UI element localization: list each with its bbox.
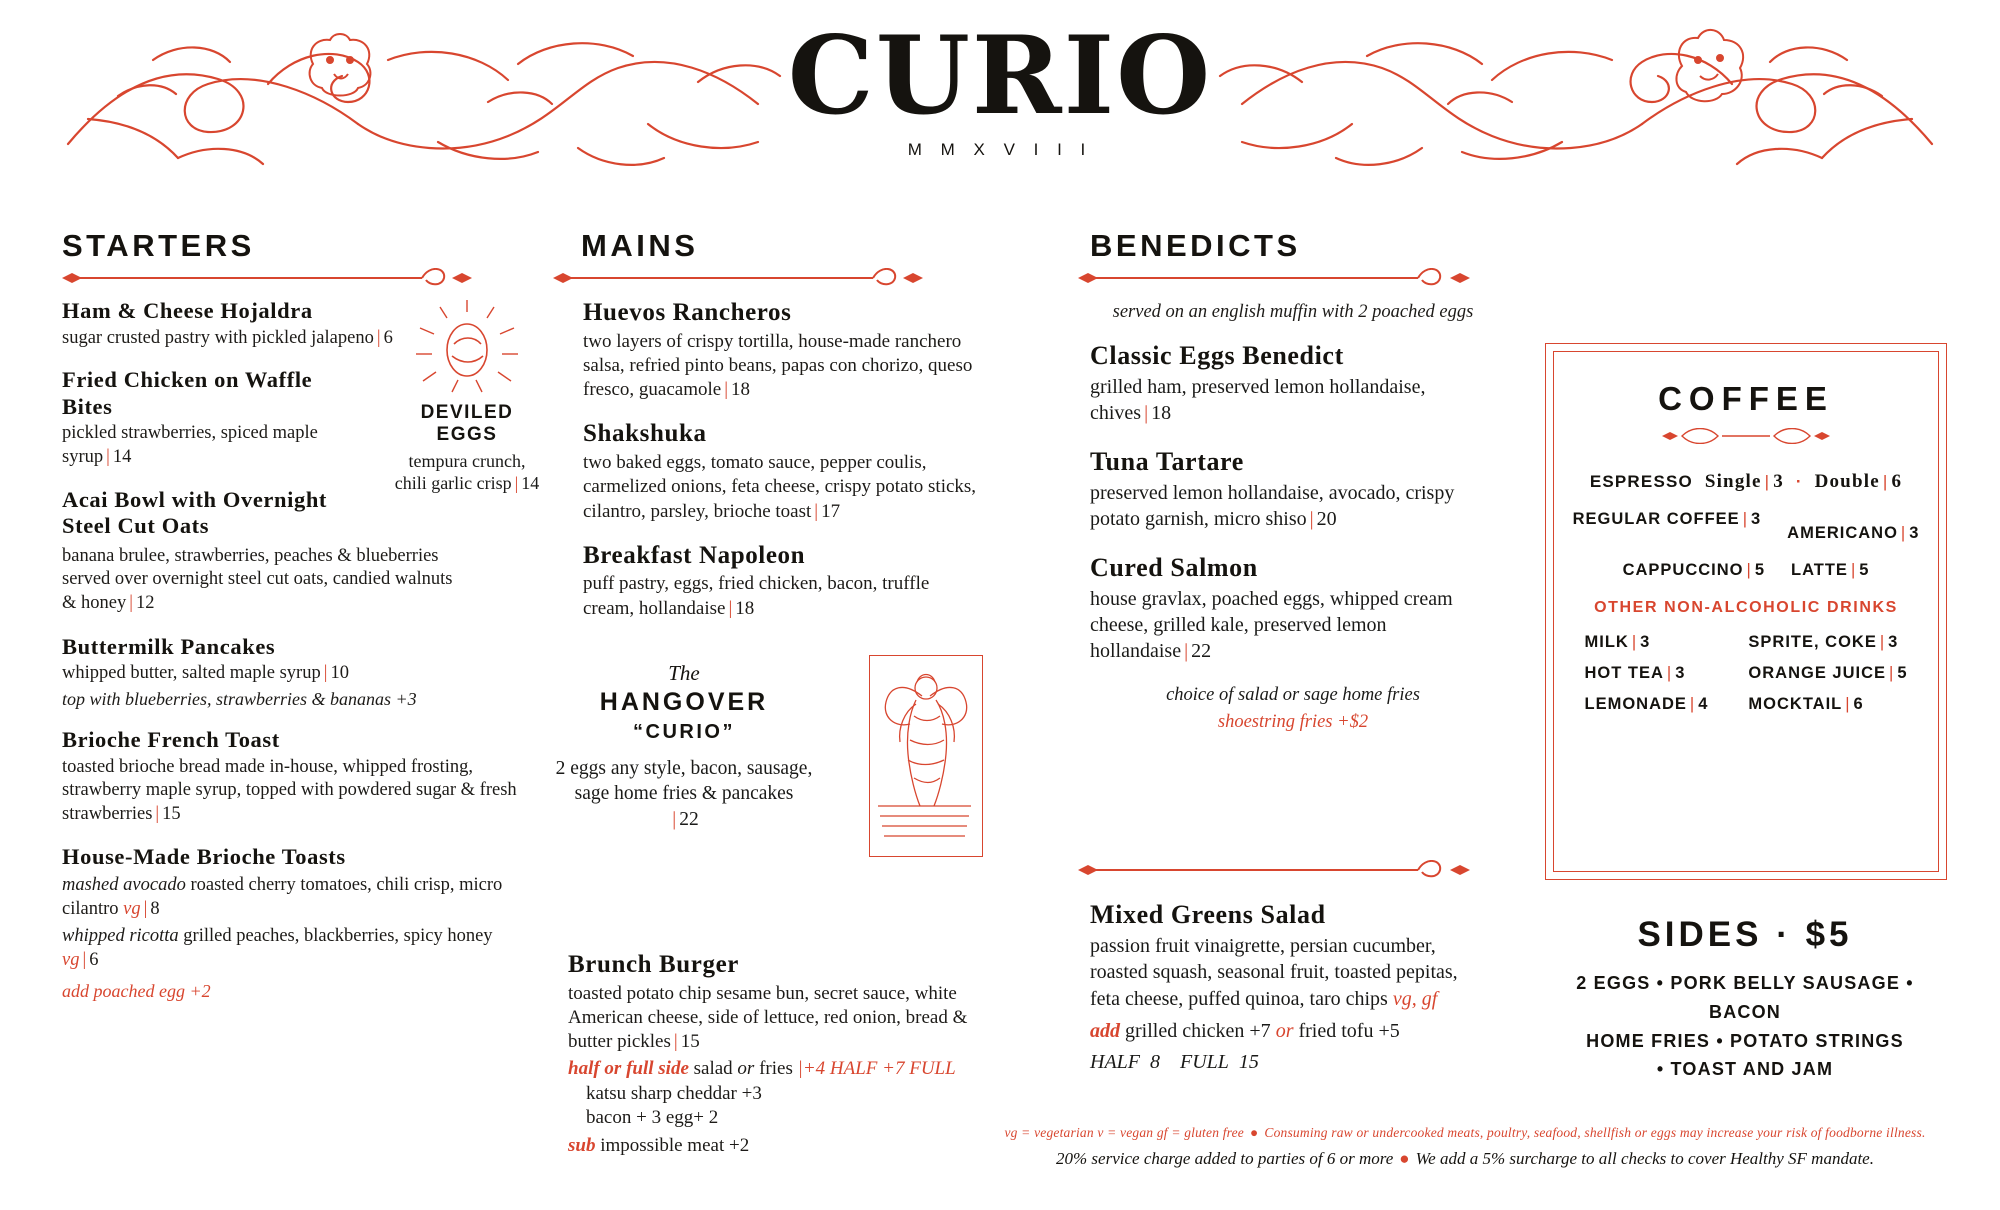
coffee-divider <box>1546 428 1946 449</box>
menu-footer <box>980 1125 1950 1169</box>
item-name: Brioche French Toast <box>62 726 280 752</box>
coffee-item: REGULAR COFFEE | 3 <box>1572 510 1762 528</box>
item-name: Acai Bowl with Overnight Steel Cut Oats <box>62 486 328 539</box>
sides-list <box>1545 969 1945 1084</box>
coffee-grid-row-1 <box>1546 509 1946 544</box>
section-benedicts <box>1078 228 1508 733</box>
item-desc: grilled ham, preserved lemon hollandaise, chives | 18 <box>1090 376 1426 425</box>
sides-line: • TOAST AND JAM <box>1656 1059 1834 1080</box>
item-desc: toasted brioche bread made in-house, whipped frosting, strawberry maple syrup, topped with powdered sugar & fresh strawberries | 15 <box>62 756 517 824</box>
hangover-feature <box>553 655 983 860</box>
burger-side-line: half or full side salad or fries |+4 HALF +7 FULL <box>568 1058 956 1080</box>
menu-item <box>62 487 362 540</box>
menu-item <box>1090 447 1508 533</box>
section-starters <box>62 228 540 1019</box>
item-addon: add poached egg +2 <box>62 980 211 1001</box>
item-name: Classic Eggs Benedict <box>1090 341 1344 370</box>
mains-heading: MAINS <box>581 228 699 263</box>
na-item: ORANGE JUICE | 5 <box>1748 664 1908 683</box>
logo-established: M M X V I I I <box>907 140 1093 159</box>
item-desc: two baked eggs, tomato sauce, pepper coulis, carmelized onions, feta cheese, crispy potato sticks, cilantro, parsley, brioche toast | 17 <box>583 451 977 522</box>
item-desc: puff pastry, eggs, fried chicken, bacon, truffle cream, hollandaise | 18 <box>583 573 930 619</box>
menu-item <box>62 727 517 827</box>
menu-item <box>1090 341 1508 427</box>
starters-heading: STARTERS <box>62 228 255 263</box>
burger-extra: bacon + 3 egg+ 2 <box>586 1107 719 1129</box>
na-item: MOCKTAIL | 6 <box>1748 695 1864 714</box>
burger-sub: sub impossible meat +2 <box>568 1135 750 1157</box>
hangover-quote: “CURIO” <box>633 721 735 743</box>
hangover-text <box>553 661 815 832</box>
item-desc: pickled strawberries, spiced maple syrup | 14 <box>62 423 318 467</box>
menu-item <box>583 419 983 523</box>
menu-item-mixed-greens-salad <box>1090 900 1490 1075</box>
sides-line: 2 EGGS • PORK BELLY SAUSAGE • BACON <box>1576 973 1914 1022</box>
item-desc: sugar crusted pastry with pickled jalapeno | 6 <box>62 327 393 348</box>
benedicts-note: served on an english muffin with 2 poached eggs <box>1112 302 1474 322</box>
sides-line: HOME FRIES • POTATO STRINGS <box>1586 1030 1904 1051</box>
item-desc: whipped butter, salted maple syrup | 10 <box>62 663 349 684</box>
toast-lead: whipped ricotta <box>62 926 179 947</box>
section-mains <box>553 228 983 638</box>
menu-item <box>62 367 332 469</box>
item-name: Buttermilk Pancakes <box>62 633 276 659</box>
na-col-right <box>1748 633 1907 726</box>
item-desc: two layers of crispy tortilla, house-made ranchero salsa, refried pinto beans, papas con chorizo, queso fresco, guacamole | 18 <box>583 330 973 401</box>
non-alcoholic-grid <box>1546 633 1946 726</box>
menu-item <box>583 541 983 621</box>
hangover-desc: 2 eggs any style, bacon, sausage, sage home fries & pancakes | 22 <box>555 758 813 830</box>
item-name: Brunch Burger <box>568 951 739 978</box>
angel-illustration <box>869 655 983 857</box>
item-name: Shakshuka <box>583 420 707 448</box>
menu-item-brunch-burger <box>568 950 1008 1159</box>
starters-divider <box>62 268 517 288</box>
deviled-eggs-feature <box>392 298 542 495</box>
coffee-item: LATTE | 5 <box>1791 560 1870 579</box>
benedicts-fries-upgrade: shoestring fries +$2 <box>1217 711 1369 732</box>
item-desc: toasted potato chip sesame bun, secret sauce, white American cheese, side of lettuce, red onion, bread & butter pickles | 15 <box>568 982 968 1053</box>
benedicts-heading: BENEDICTS <box>1090 228 1301 263</box>
na-item: MILK | 3 <box>1584 633 1651 652</box>
logo-wordmark: CURIO <box>787 13 1213 139</box>
na-item: HOT TEA | 3 <box>1584 664 1686 683</box>
salad-divider <box>1078 860 1498 885</box>
salad-portion-line: HALF 8 FULL 15 <box>1090 1050 1259 1073</box>
footer-charges: 20% service charge added to parties of 6 or more ● We add a 5% surcharge to all checks to cover Healthy SF mandate. <box>1056 1149 1874 1168</box>
item-name: Fried Chicken on Waffle Bites <box>62 367 313 419</box>
sides-title: SIDES · $5 <box>1637 915 1853 954</box>
item-name: Breakfast Napoleon <box>583 541 806 569</box>
item-name: Cured Salmon <box>1090 552 1258 582</box>
non-alcoholic-heading: OTHER NON-ALCOHOLIC DRINKS <box>1594 599 1898 617</box>
item-desc: banana brulee, strawberries, peaches & blueberries served over overnight steel cut oats, candied walnuts & honey | 12 <box>62 545 453 614</box>
coffee-item: CAPPUCCINO | 5 <box>1622 560 1765 579</box>
toast-lead: mashed avocado <box>62 875 186 896</box>
footer-legend: vg = vegetarian v = vegan gf = gluten free ● Consuming raw or undercooked meats, poultry, seafood, shellfish or eggs may increase your risk of foodborne illness. <box>1004 1125 1926 1140</box>
item-desc: house gravlax, poached eggs, whipped cream cheese, grilled kale, preserved lemon hollandaise | 22 <box>1090 587 1453 663</box>
deviled-desc: tempura crunch, chili garlic crisp | 14 <box>394 450 540 494</box>
item-note: top with blueberries, strawberries & bananas +3 <box>62 688 417 709</box>
coffee-item: AMERICANO | 3 <box>1787 524 1920 542</box>
ornament-left <box>58 24 788 174</box>
na-item: SPRITE, COKE | 3 <box>1748 633 1899 652</box>
menu-item <box>1090 553 1508 665</box>
toast-option: mashed avocado roasted cherry tomatoes, chili crisp, micro cilantro vg | 8 <box>62 875 503 919</box>
na-col-left <box>1585 633 1709 726</box>
item-name: Mixed Greens Salad <box>1090 900 1326 929</box>
deviled-title: DEVILED EGGS <box>420 402 514 445</box>
coffee-espresso-row: ESPRESSO Single | 3 · Double | 6 <box>1589 471 1903 492</box>
item-name: House-Made Brioche Toasts <box>62 843 346 869</box>
ornament-right <box>1212 24 1942 174</box>
coffee-grid-row-2 <box>1546 560 1946 581</box>
toast-option: whipped ricotta grilled peaches, blackberries, spicy honey vg | 6 <box>62 926 493 971</box>
item-desc: passion fruit vinaigrette, persian cucumber, roasted squash, seasonal fruit, toasted pepitas, feta cheese, puffed quinoa, taro chips vg, gf <box>1090 935 1458 1010</box>
menu-item <box>583 298 983 402</box>
item-name: Tuna Tartare <box>1090 446 1244 476</box>
item-desc: preserved lemon hollandaise, avocado, crispy potato garnish, micro shiso | 20 <box>1090 481 1455 531</box>
menu-item <box>62 844 517 1002</box>
hangover-title: HANGOVER <box>599 688 769 716</box>
restaurant-logo <box>700 13 1300 160</box>
benedicts-choice: choice of salad or sage home fries <box>1166 684 1420 705</box>
coffee-title: COFFEE <box>1658 380 1834 417</box>
item-name: Ham & Cheese Hojaldra <box>62 298 313 323</box>
benedicts-divider <box>1078 268 1508 288</box>
burger-extra: katsu sharp cheddar +3 <box>586 1082 762 1104</box>
salad-add-line: add grilled chicken +7 or fried tofu +5 <box>1090 1020 1400 1043</box>
menu-item <box>62 634 517 710</box>
hangover-the: The <box>668 661 700 685</box>
menu-header <box>0 0 2000 215</box>
sides-panel <box>1545 915 1945 1084</box>
na-item: LEMONADE | 4 <box>1584 695 1709 714</box>
coffee-panel <box>1545 343 1947 880</box>
item-name: Huevos Rancheros <box>583 299 792 326</box>
mains-divider <box>553 268 983 288</box>
deviled-egg-icon <box>392 298 542 398</box>
